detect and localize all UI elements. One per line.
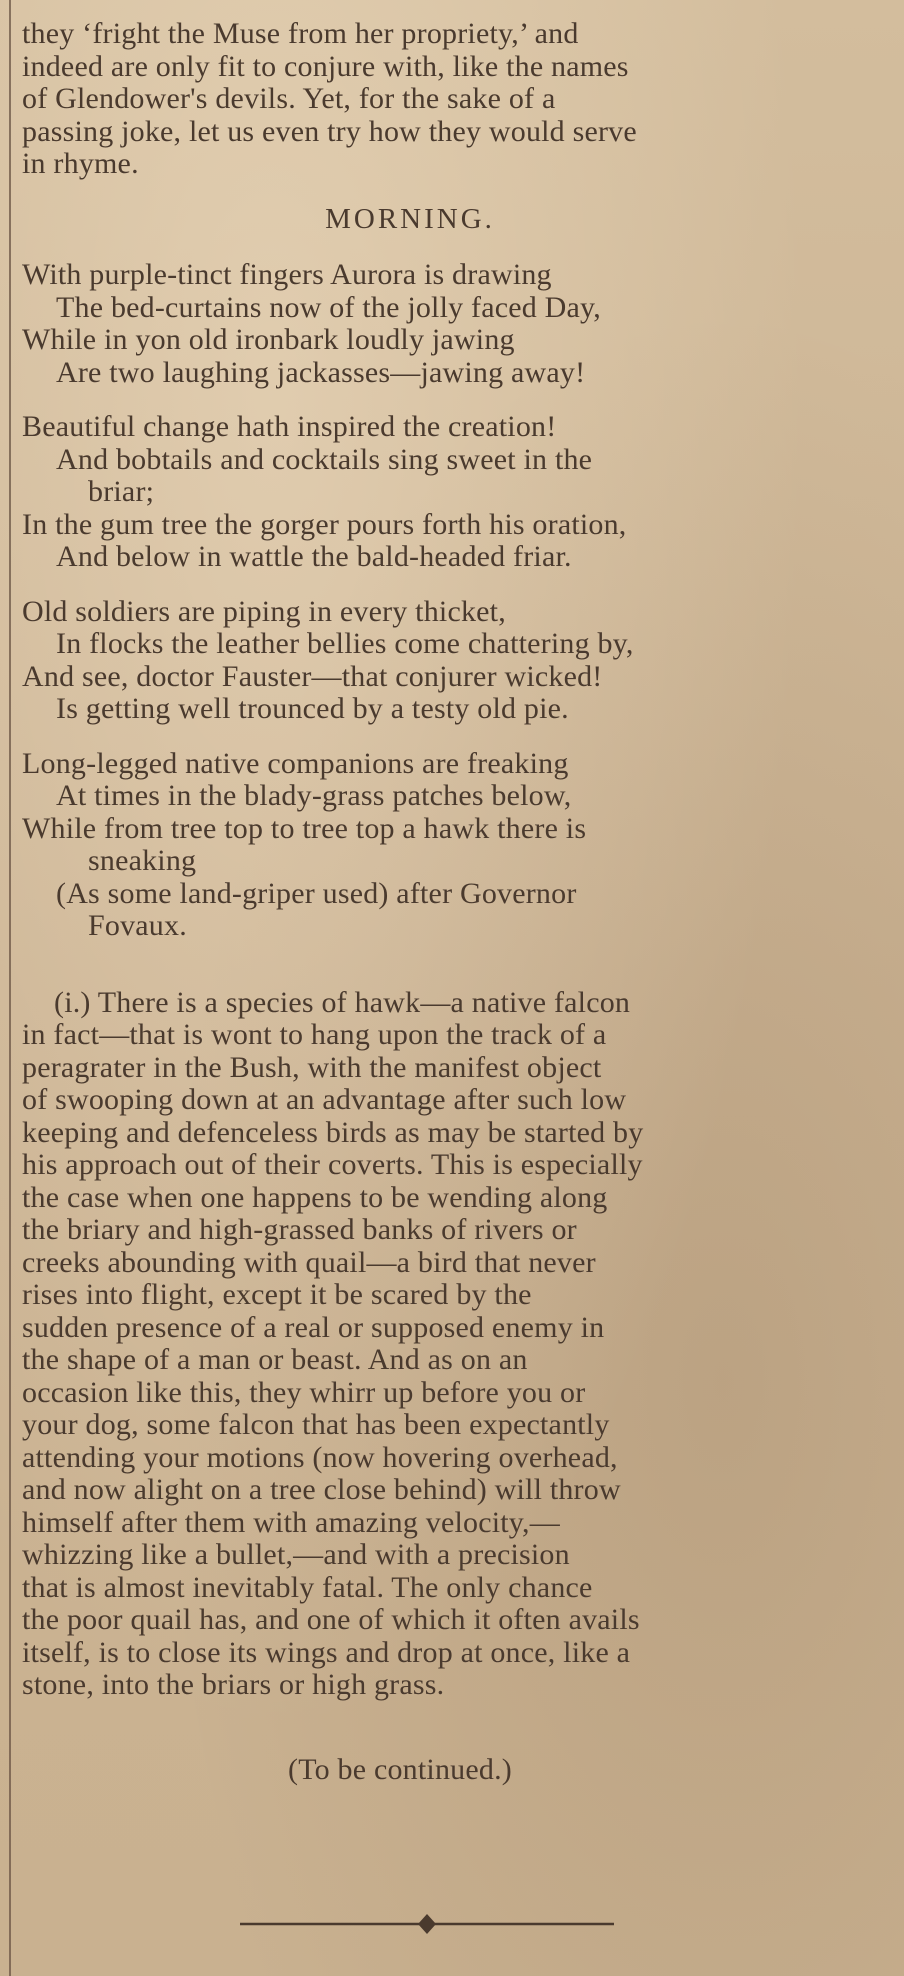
footnote-line: attending your motions (now hovering overhead, (22, 1440, 618, 1474)
footnote-line: creeks abounding with quail—a bird that never (22, 1245, 596, 1279)
poem-line: In the gum tree the gorger pours forth his oration, (22, 507, 627, 541)
poem-line: With purple-tinct fingers Aurora is drawing (22, 258, 552, 291)
intro-line: in rhyme. (22, 147, 139, 180)
footnote-line: whizzing like a bullet,—and with a precision (22, 1538, 570, 1571)
poem-stanza-4 (22, 748, 818, 943)
footnote-line: your dog, some falcon that has been expectantly (22, 1408, 610, 1441)
to-be-continued: (To be continued.) (288, 1752, 512, 1786)
footnote-line: the briary and high-grassed banks of rivers or (22, 1213, 577, 1246)
intro-line: indeed are only fit to conjure with, like the names (22, 49, 629, 83)
footnote-paragraph (22, 987, 818, 1702)
footnote-line: keeping and defenceless birds as may be started by (22, 1115, 644, 1149)
footnote-line: in fact—that is wont to hang upon the track of a (22, 1018, 607, 1051)
footnote-line: his approach out of their coverts. This is especially (22, 1148, 643, 1181)
text-column (22, 18, 818, 1786)
footnote-line: peragrater in the Bush, with the manifest object (22, 1050, 602, 1084)
poem-stanza-2 (22, 411, 818, 574)
poem-line: And see, doctor Fauster—that conjurer wicked! (22, 659, 603, 693)
poem-line: Is getting well trounced by a testy old pie. (56, 692, 569, 725)
poem-line: While in yon old ironbark loudly jawing (22, 323, 515, 356)
poem-line: Long-legged native companions are freaking (22, 746, 569, 780)
poem-line: Old soldiers are piping in every thicket, (22, 594, 506, 628)
intro-line: passing joke, let us even try how they would serve (22, 114, 637, 148)
footnote-line: and now alight on a tree close behind) will throw (22, 1473, 621, 1506)
section-divider-ornament (240, 1912, 614, 1936)
footnote-line: the case when one happens to be wending along (22, 1180, 608, 1214)
poem-line: In flocks the leather bellies come chattering by, (56, 627, 634, 660)
footnote-line: sudden presence of a real or supposed enemy in (22, 1310, 605, 1344)
poem-title: MORNING. (325, 202, 495, 235)
footnote-line: the poor quail has, and one of which it often avails (22, 1603, 640, 1636)
intro-line: they ‘fright the Muse from her propriety,’ and (22, 17, 579, 50)
column-rule (9, 0, 11, 1976)
footnote-line: himself after them with amazing velocity,— (22, 1505, 560, 1539)
poem-line: And below in wattle the bald-headed friar. (56, 540, 572, 573)
poem-line: Are two laughing jackasses—jawing away! (56, 355, 586, 389)
footnote-line: itself, is to close its wings and drop at once, like a (22, 1635, 631, 1669)
poem-stanza-1 (22, 259, 818, 389)
poem-line: At times in the blady-grass patches below, (56, 779, 572, 812)
poem-line: While from tree top to tree top a hawk there is (22, 811, 587, 845)
footnote-line: rises into flight, except it be scared by the (22, 1278, 532, 1311)
poem-line: And bobtails and cocktails sing sweet in the (56, 442, 593, 476)
footnote-line: of swooping down at an advantage after such low (22, 1083, 627, 1116)
poem-line: Beautiful change hath inspired the creation! (22, 410, 557, 443)
poem-line: Fovaux. (88, 909, 187, 942)
poem-line: The bed-curtains now of the jolly faced Day, (56, 290, 601, 324)
footnote-line: stone, into the briars or high grass. (22, 1668, 445, 1701)
poem-line: sneaking (88, 844, 197, 877)
footnote-line: the shape of a man or beast. And as on an (22, 1343, 528, 1376)
poem-line: briar; (88, 475, 155, 508)
diamond-ornament-icon (418, 1914, 436, 1934)
intro-line: of Glendower's devils. Yet, for the sake of a (22, 82, 556, 115)
poem-line: (As some land-griper used) after Governor (56, 876, 577, 910)
poem-stanza-3 (22, 596, 818, 726)
footnote-line: (i.) There is a species of hawk—a native falcon (54, 985, 631, 1019)
footnote-line: occasion like this, they whirr up before you or (22, 1375, 586, 1409)
intro-paragraph (22, 18, 818, 181)
footnote-line: that is almost inevitably fatal. The only chance (22, 1570, 593, 1604)
